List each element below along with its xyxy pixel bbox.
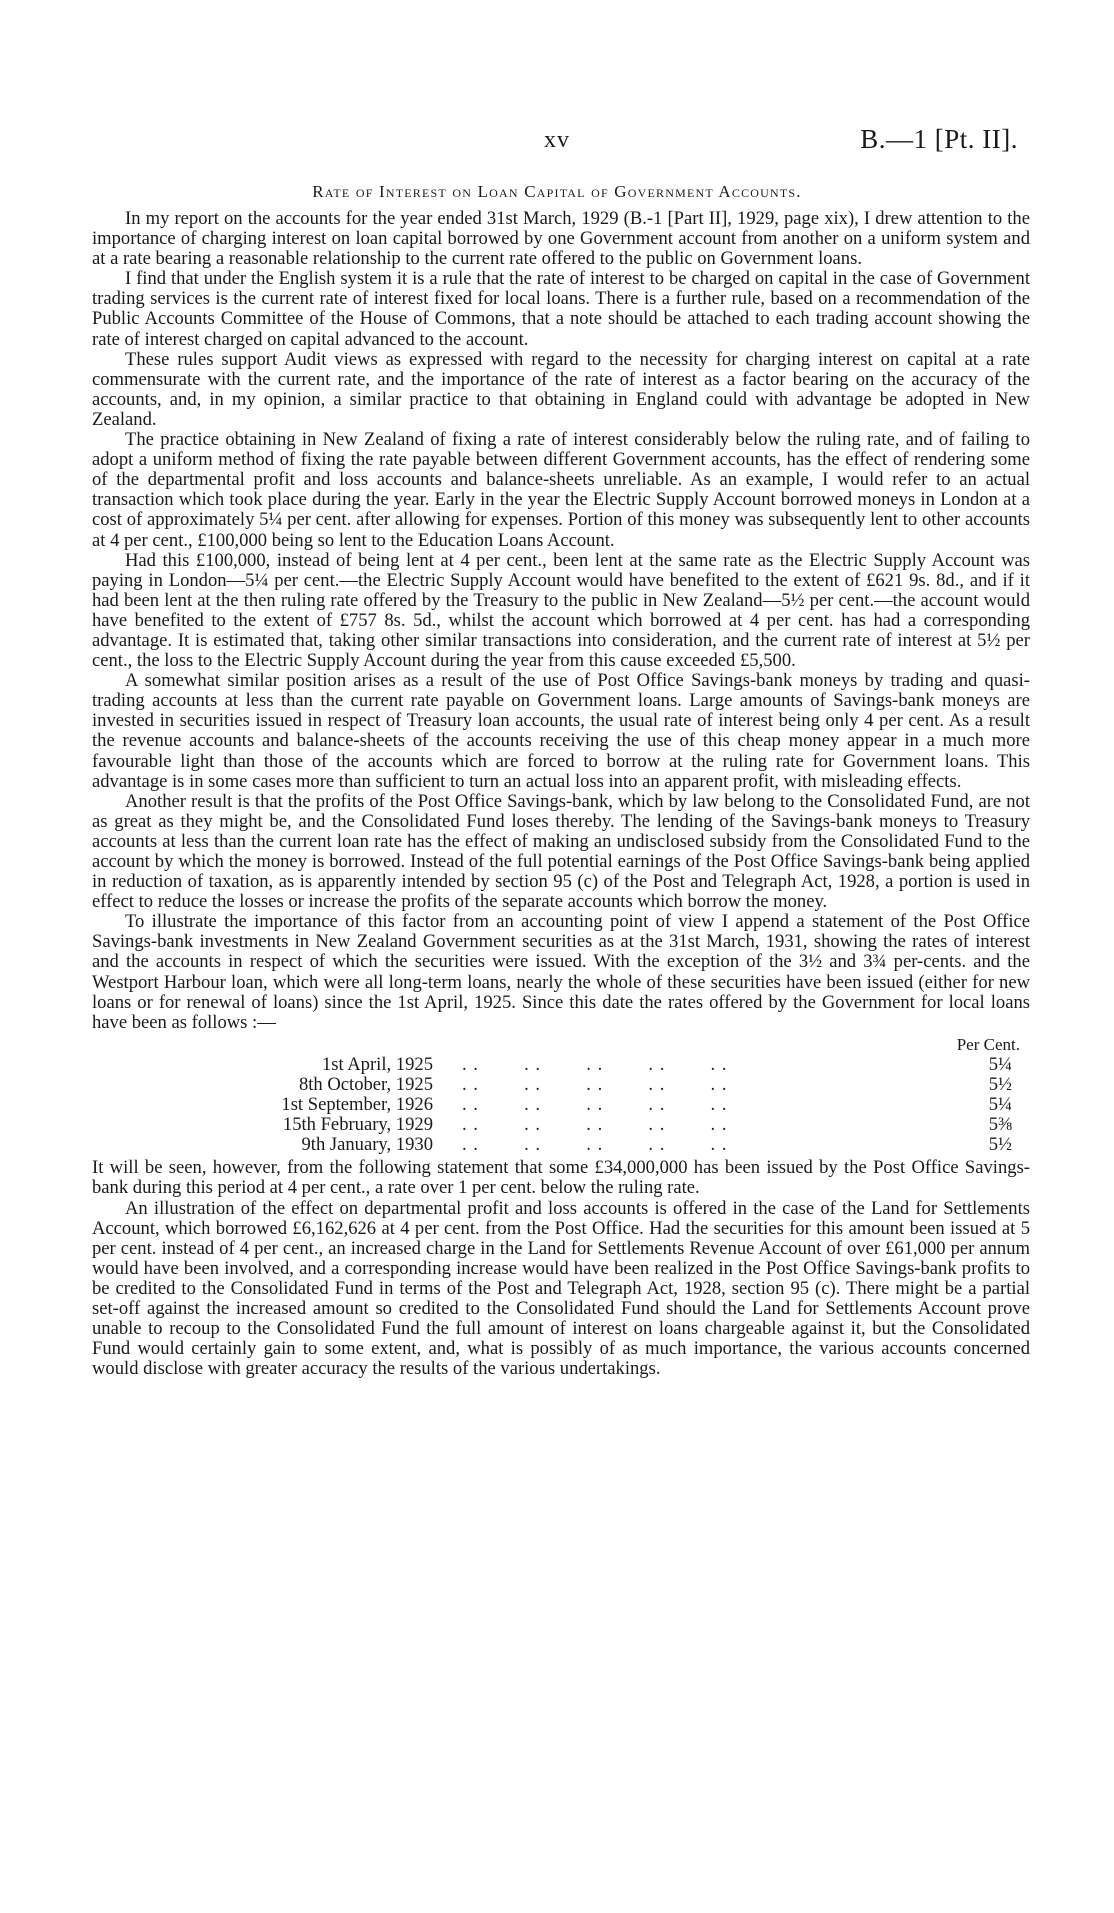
rates-row bbox=[92, 1115, 1030, 1135]
dot-leader: . . . . . . . . . . bbox=[462, 1094, 728, 1116]
paragraph: These rules support Audit views as expressed with regard to the necessity for charging interest on capital at a rate commensurate with the current rate, and the importance of the rate of interest as a factor bearing on the accuracy of the accounts, and, in my opinion, a similar practice to that obtaining in England could with advantage be adopted in New Zealand. bbox=[92, 348, 1030, 430]
rate-date: 9th January, 1930 bbox=[301, 1134, 433, 1156]
rate-value: 5¼ bbox=[988, 1094, 1012, 1116]
rate-value: 5¼ bbox=[988, 1053, 1012, 1075]
paragraph: An illustration of the effect on departmental profit and loss accounts is offered in the case of the Land for Settlements Account, which borrowed £6,162,626 at 4 per cent. from the Post Office. Had the securities for this amount been issued at 5 per cent. instead of 4 per cent., an increased charge in the Land for Settlements Revenue Account of over £61,000 per annum would have been involved, and a corresponding increase would have been realized in the Post Office Savings-bank profits to be credited to the Consolidated Fund in terms of the Post and Telegraph Act, 1928, section 95 (c). There might be a partial set-off against the increased amount so credited to the Consolidated Fund should the Land for Settlements Account prove unable to recoup to the Consolidated Fund the full amount of interest on loans chargeable against it, but the Consolidated Fund would certainly gain to some extent, and, what is possibly of as much importance, the various accounts concerned would disclose with greater accuracy the results of the various undertakings. bbox=[92, 1197, 1030, 1380]
paragraph: A somewhat similar position arises as a result of the use of Post Office Savings-bank moneys by trading and quasi-trading accounts at less than the current rate payable on Government loans. Large amounts of Savings-bank moneys are invested in securities issued in respect of Treasury loan accounts, the usual rate of interest being only 4 per cent. As a result the revenue accounts and balance-sheets of the accounts receiving the use of this cheap money appear in a much more favourable light than those of the accounts which are forced to borrow at the ruling rate for Government loans. This advantage is in some cases more than sufficient to turn an actual loss into an apparent profit, with misleading effects. bbox=[92, 670, 1030, 792]
rates-column-header: Per Cent. bbox=[956, 1034, 1020, 1054]
paragraph: Another result is that the profits of the Post Office Savings-bank, which by law belong to the Consolidated Fund, are not as great as they might be, and the Consolidated Fund loses thereby. The lending of the Savings-bank moneys to Treasury accounts at less than the current loan rate has the effect of making an undisclosed subsidy from the Consolidated Fund to the account by which the money is borrowed. Instead of the full potential earnings of the Post Office Savings-bank being applied in reduction of taxation, as is apparently intended by section 95 (c) of the Post and Telegraph Act, 1928, a portion is used in effect to reduce the losses or increase the profits of the separate accounts which borrow the money. bbox=[92, 790, 1030, 913]
page-number: xv bbox=[544, 127, 570, 153]
paragraph: The practice obtaining in New Zealand of fixing a rate of interest considerably below the ruling rate, and of failing to adopt a uniform method of fixing the rate payable between different Government accounts, has the effect of rendering some of the departmental profit and loss accounts and balance-sheets unreliable. As an example, I would refer to an actual transaction which took place during the year. Early in the year the Electric Supply Account borrowed moneys in London at a cost of approximately 5¼ per cent. after allowing for expenses. Portion of this money was subsequently lent to other accounts at 4 per cent., £100,000 being so lent to the Education Loans Account. bbox=[92, 429, 1030, 551]
paragraph: In my report on the accounts for the year ended 31st March, 1929 (B.-1 [Part II], 1929, page xix), I drew attention to the importance of charging interest on loan capital borrowed by one Government account from another on a uniform system and at a rate bearing a reasonable relationship to the current rate offered to the public on Government loans. bbox=[92, 208, 1030, 270]
dot-leader: . . . . . . . . . . bbox=[462, 1114, 728, 1136]
dot-leader: . . . . . . . . . . bbox=[462, 1134, 728, 1156]
interest-rates-table bbox=[92, 1035, 1030, 1155]
rate-date: 8th October, 1925 bbox=[298, 1073, 433, 1095]
rate-date: 1st September, 1926 bbox=[281, 1094, 433, 1116]
rate-date: 1st April, 1925 bbox=[321, 1053, 433, 1075]
rates-row bbox=[92, 1095, 1030, 1115]
paragraph: Had this £100,000, instead of being lent at 4 per cent., been lent at the same rate as the Electric Supply Account was paying in London—5¼ per cent.—the Electric Supply Account would have benefited to the extent of £621 9s. 8d., and if it had been lent at the then ruling rate offered by the Treasury to the public in New Zealand—5½ per cent.—the account would have benefited to the extent of £757 8s. 5d., whilst the account which borrowed at 4 per cent. has had a corresponding advantage. It is estimated that, taking other similar transactions into consideration, and the current rate of interest at 5½ per cent., the loss to the Electric Supply Account during the year from this cause exceeded £5,500. bbox=[92, 549, 1030, 672]
paragraph: It will be seen, however, from the following statement that some £34,000,000 has been issued by the Post Office Savings-bank during this period at 4 per cent., a rate over 1 per cent. below the ruling rate. bbox=[92, 1157, 1030, 1199]
section-title: Rate of Interest on Loan Capital of Government Accounts. bbox=[312, 182, 802, 201]
rate-value: 5⅜ bbox=[988, 1114, 1012, 1136]
body-text bbox=[92, 209, 1030, 1379]
rate-date: 15th February, 1929 bbox=[282, 1114, 433, 1136]
document-reference: B.—1 [Pt. II]. bbox=[860, 124, 1018, 154]
dot-leader: . . . . . . . . . . bbox=[462, 1053, 728, 1075]
paragraph: I find that under the English system it is a rule that the rate of interest to be charged on capital in the case of Government trading services is the current rate of interest fixed for local loans. There is a further rule, based on a recommendation of the Public Accounts Committee of the House of Commons, that a note should be attached to each trading account showing the rate of interest charged on capital advanced to the account. bbox=[92, 268, 1030, 350]
paragraph: To illustrate the importance of this factor from an accounting point of view I append a statement of the Post Office Savings-bank investments in New Zealand Government securities as at the 31st March, 1931, showing the rates of interest and the accounts in respect of which the securities were issued. With the exception of the 3½ and 3¾ per-cents. and the Westport Harbour loan, which were all long-term loans, nearly the whole of these securities have been issued (either for new loans or for renewal of loans) since the 1st April, 1925. Since this date the rates offered by the Government for local loans have been as follows :— bbox=[92, 911, 1030, 1033]
dot-leader: . . . . . . . . . . bbox=[462, 1073, 728, 1095]
rate-value: 5½ bbox=[988, 1073, 1012, 1095]
rates-row bbox=[92, 1055, 1030, 1075]
rates-row bbox=[92, 1135, 1030, 1155]
rate-value: 5½ bbox=[988, 1134, 1012, 1156]
rates-row bbox=[92, 1075, 1030, 1095]
